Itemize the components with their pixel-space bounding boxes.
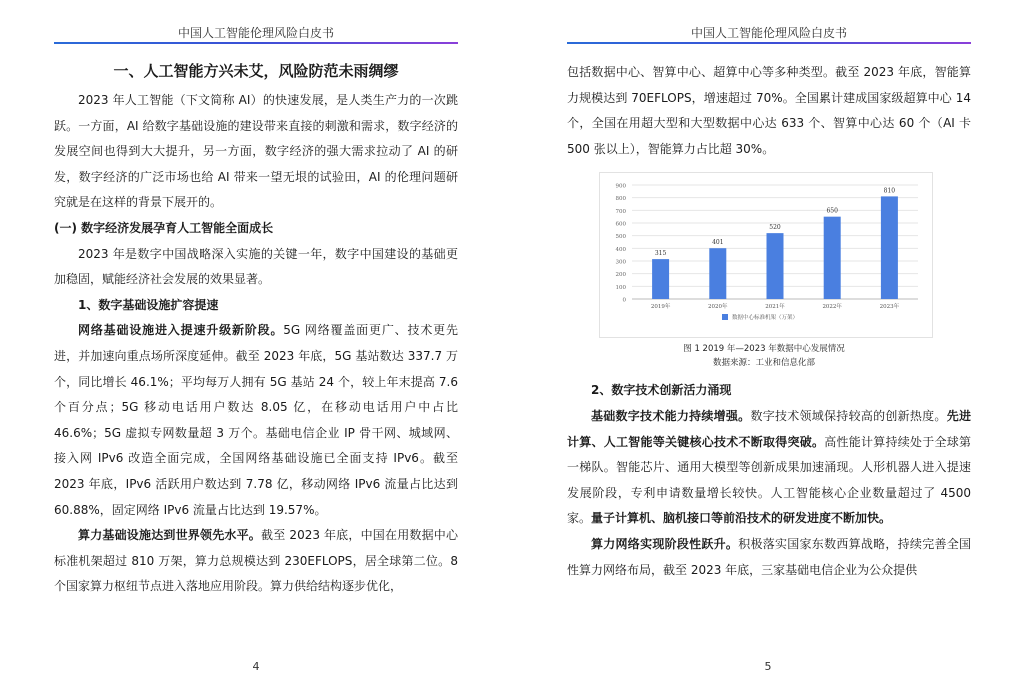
bar: [881, 197, 898, 300]
tech-body-2: 高性能计算持续处于全球第一梯队。智能芯片、通用大模型等创新成果加速涌现。人形机器人进入提速发展阶段，专利申请数量增长较快。人工智能核心企业数量超过了 4500 家。: [567, 434, 971, 526]
x-tick-label: 2021年: [765, 304, 785, 311]
y-tick-label: 700: [615, 209, 626, 216]
bar-value-label: 520: [769, 224, 781, 232]
figure-caption: [557, 342, 971, 370]
h3-title: 1、数字基础设施扩容提速: [78, 297, 219, 312]
y-tick-label: 500: [615, 234, 626, 241]
caption-title: 图 1 2019 年—2023 年数据中心发展情况: [683, 344, 845, 355]
legend-label: 数据中心标准机架（万架）: [732, 315, 799, 322]
caption-source: 数据来源：工业和信息化部: [712, 358, 815, 369]
tech-body-1: 数字技术领域保持较高的创新热度。: [750, 408, 947, 423]
bar-value-label: 401: [712, 239, 724, 247]
right-page: [512, 0, 1024, 695]
y-tick-label: 0: [622, 297, 626, 304]
left-content: [54, 58, 458, 600]
y-tick-label: 300: [615, 259, 626, 266]
page-header: 中国人工智能伦理风险白皮书: [690, 26, 847, 40]
bar-value-label: 810: [883, 187, 896, 195]
header-divider: [567, 42, 971, 44]
legend-swatch: [722, 314, 728, 320]
y-tick-label: 600: [615, 221, 626, 228]
y-tick-label: 800: [615, 196, 626, 203]
page-number: 5: [764, 660, 772, 673]
right-content: [567, 60, 971, 583]
header-divider: [54, 42, 458, 44]
data-center-chart: [599, 172, 933, 338]
compute-lead: 算力基础设施达到世界领先水平。: [78, 528, 262, 543]
bar: [824, 217, 841, 299]
network-jump-paragraph: [567, 532, 971, 583]
bar-value-label: 650: [826, 208, 838, 216]
network-body: 5G 网络覆盖面更广、技术更先进，并加速向重点场所深度延伸。截至 2023 年底，5G 基站数达 337.7 万个，同比增长 46.1%；平均每万人拥有 5G 基站 24 个，较上年末提高 7.6 个百分点；5G 移动电话用户数达 8.05 亿，在移动电话用户中占比 46.6%；5G 虚拟专网数量超 3 万个。基础电信企业 IP 骨干网、城域网、接入网 IPv6 改造全面完成，全国网络基础设施已全面支持 IPv6。截至 2023 年底，IPv6 活跃用户数达到 7.78 亿，移动网络 IPv6 流量占比达到 60.88%，固定网络 IPv6 流量占比达到 19.57%。: [54, 323, 458, 517]
bar: [767, 234, 784, 300]
compute-paragraph: [54, 523, 458, 600]
x-tick-label: 2023年: [879, 304, 900, 311]
bar-value-label: 315: [654, 250, 667, 258]
network-jump-body: 积极落实国家东数西算战略，持续完善全国性算力网络布局，截至 2023 年底，三家基础电信企业为公众提供: [567, 536, 971, 577]
network-lead: 网络基础设施进入提速升级新阶段。: [78, 323, 284, 338]
y-tick-label: 200: [615, 272, 626, 279]
section-title: 一、人工智能方兴未艾，风险防范未雨绸缪: [113, 62, 399, 80]
chart-svg: [600, 173, 932, 337]
network-paragraph: [54, 318, 458, 523]
h3-title-2: 2、数字技术创新活力涌现: [591, 383, 732, 398]
continued-paragraph: 包括数据中心、智算中心、超算中心等多种类型。截至 2023 年底，智能算力规模达到 70EFLOPS，增速超过 70%。全国累计建成国家级超算中心 14 个，全国在用超大型和大型数据中心达 633 个、智算中心达 60 个（AI 卡 500 张以上），智能算力占比超 30%。: [567, 65, 971, 156]
compute-body: 截至 2023 年底，中国在用数据中心标准机架超过 810 万架，算力总规模达到 230EFLOPS，居全球第二位。8 个国家算力枢纽节点进入落地应用阶段。算力供给结构逐步优化，: [54, 528, 458, 594]
x-tick-label: 2019年: [650, 304, 671, 311]
x-tick-label: 2022年: [822, 304, 842, 311]
tech-lead: 基础数字技术能力持续增强。: [591, 408, 751, 423]
bar: [709, 249, 726, 300]
y-tick-label: 900: [615, 183, 626, 190]
network-jump-lead: 算力网络实现阶段性跃升。: [591, 536, 739, 551]
y-tick-label: 400: [615, 247, 626, 254]
page-header: 中国人工智能伦理风险白皮书: [177, 26, 334, 40]
bar: [652, 259, 669, 299]
tech-lead-3: 量子计算机、脑机接口等前沿技术的研发进度不断加快。: [591, 511, 892, 526]
page-number: 4: [252, 660, 260, 673]
sub-intro-paragraph: 2023 年是数字中国战略深入实施的关键一年，数字中国建设的基础更加稳固，赋能经济社会发展的效果显著。: [54, 246, 458, 287]
y-tick-label: 100: [615, 285, 626, 292]
x-tick-label: 2020年: [708, 304, 728, 311]
intro-paragraph: 2023 年人工智能（下文简称 AI）的快速发展，是人类生产力的一次跳跃。一方面，AI 给数字基础设施的建设带来直接的刺激和需求，数字经济的发展空间也得到大大提升，另一方面，数字经济的强大需求拉动了 AI 的研发，数字经济的广泛市场也给 AI 带来一望无垠的试验田，AI 的伦理问题研究就是在这样的背景下展开的。: [54, 93, 458, 210]
tech-lead-2: 先进计算、人工智能等关键核心技术不断取得突破。: [567, 408, 971, 449]
tech-paragraph: [567, 404, 971, 532]
subsection-title: (一) 数字经济发展孕育人工智能全面成长: [54, 220, 274, 235]
